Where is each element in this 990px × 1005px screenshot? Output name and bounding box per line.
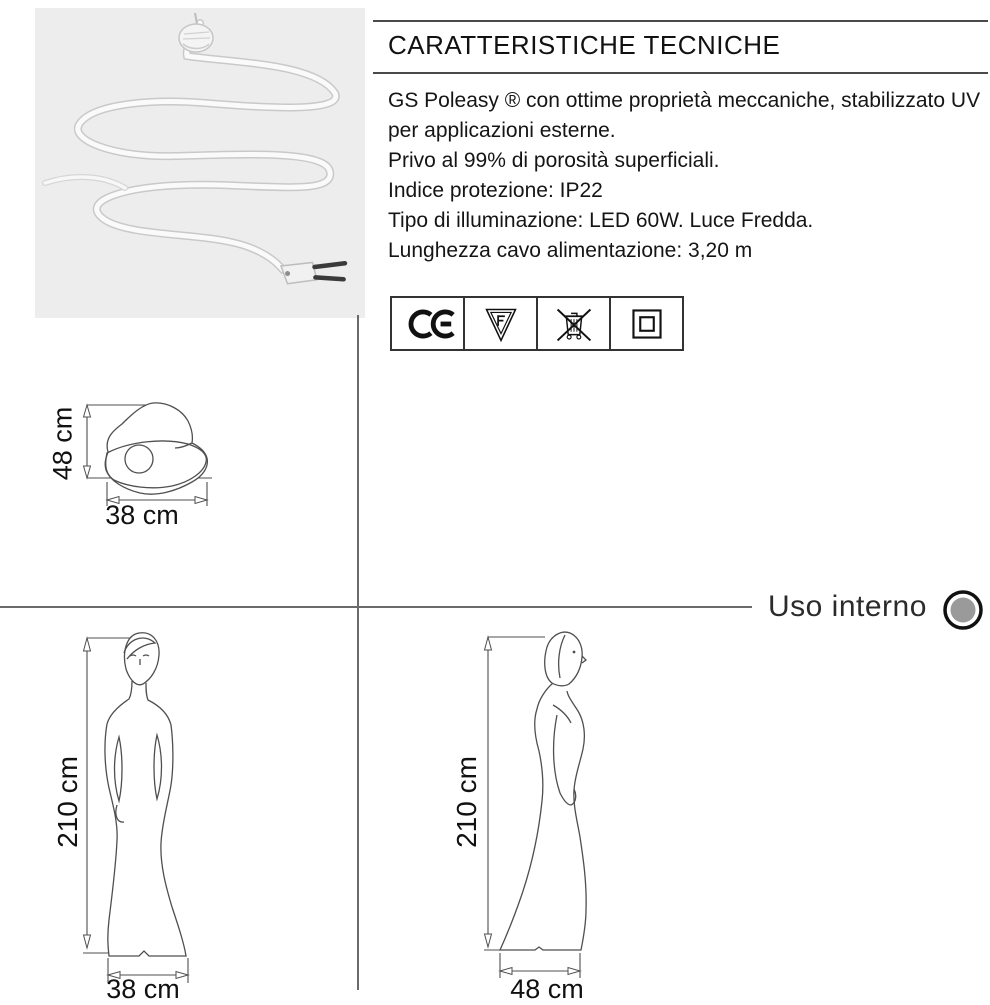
cert-cell-ce (392, 298, 465, 349)
head-width-label: 38 cm (105, 500, 179, 530)
front-height-label: 210 cm (52, 756, 83, 848)
spec-line-ip: Indice protezione: IP22 (388, 179, 603, 202)
certification-strip (390, 296, 684, 351)
cert-cell-f (465, 298, 538, 349)
cert-cell-weee (538, 298, 611, 349)
cable-photo-drawing (35, 8, 365, 318)
title-rule-top (373, 20, 988, 22)
side-height-label: 210 cm (451, 756, 482, 848)
f-mark-triangle-icon (472, 304, 530, 344)
spec-line-light: Tipo di illuminazione: LED 60W. Luce Fredda. (388, 209, 814, 232)
spec-paragraph (388, 86, 988, 266)
spec-line-material: GS Poleasy ® con ottime proprietà meccaniche, stabilizzato UV per applicazioni esterne. (388, 89, 981, 142)
side-width-label: 48 cm (510, 974, 584, 1004)
class-ii-double-square-icon (618, 304, 676, 344)
horizontal-divider (0, 606, 752, 608)
ce-mark-icon (399, 304, 457, 344)
vertical-divider (357, 315, 359, 990)
side-figure-outline (500, 632, 586, 950)
front-width-label: 38 cm (106, 974, 180, 1004)
spec-line-cable: Lunghezza cavo alimentazione: 3,20 m (388, 239, 753, 262)
front-figure-outline (105, 633, 186, 956)
weee-crossed-bin-icon (545, 304, 603, 344)
spec-line-porosity: Privo al 99% di porosità superficiali. (388, 149, 720, 172)
usage-label: Uso interno (768, 590, 927, 623)
indoor-use-dot-icon (941, 588, 985, 632)
cable-photo (35, 8, 365, 318)
head-height-label: 48 cm (47, 406, 78, 481)
cert-cell-class2 (611, 298, 682, 349)
title-rule-bottom (373, 72, 988, 74)
page-title: CARATTERISTICHE TECNICHE (388, 30, 781, 60)
head-outline (105, 403, 207, 494)
